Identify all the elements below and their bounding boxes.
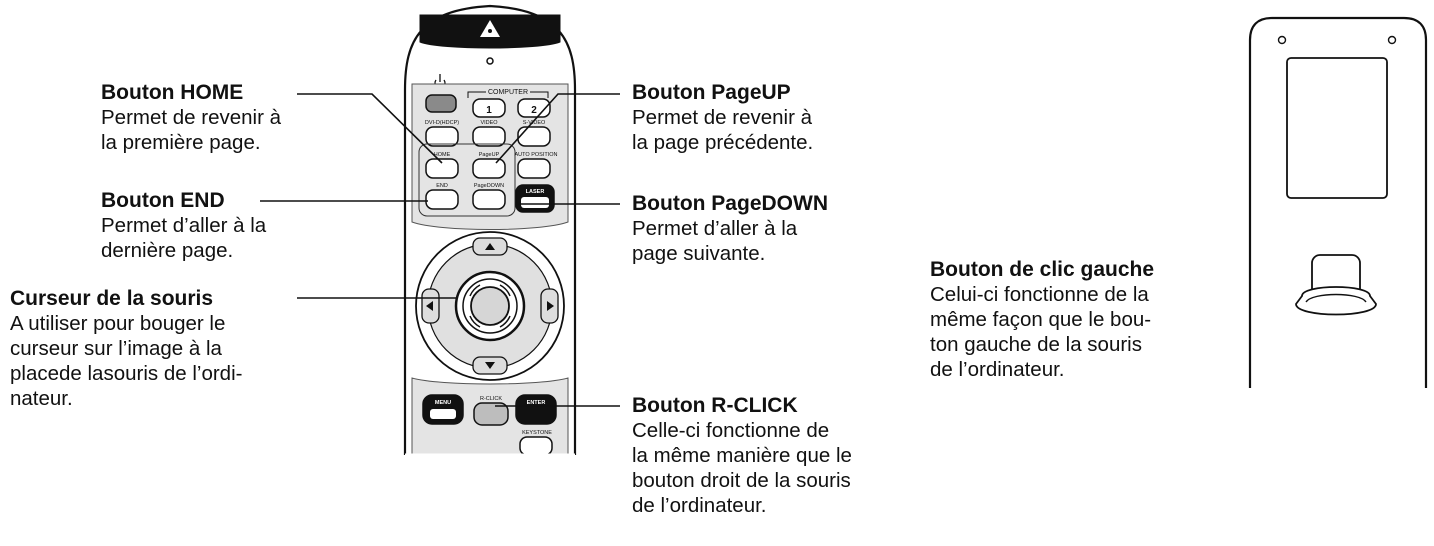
callout-cursor — [10, 286, 242, 411]
auto-position-button[interactable] — [518, 159, 550, 178]
video-label: VIDEO — [480, 120, 498, 126]
menu-label: MENU — [434, 400, 452, 406]
computer-group-label: COMPUTER — [487, 89, 529, 96]
callout-pagedown-desc: Permet d’aller à la page suivante. — [632, 217, 798, 265]
dvi-button[interactable] — [426, 127, 458, 146]
enter-label: ENTER — [526, 400, 546, 406]
callout-end-desc: Permet d’aller à la dernière page. — [101, 214, 267, 262]
callout-leftclick — [930, 257, 1154, 382]
pageup-label: PageUP — [478, 152, 500, 158]
keystone-button[interactable] — [520, 437, 552, 455]
callout-pageup-title: Bouton PageUP — [632, 81, 791, 104]
callout-end — [101, 188, 266, 263]
computer1-label: 1 — [486, 105, 492, 116]
callout-home-desc: Permet de revenir à la première page. — [101, 106, 282, 154]
dvi-label: DVI-D(HDCP) — [424, 120, 460, 126]
callout-pageup — [632, 80, 813, 155]
callout-home — [101, 80, 281, 155]
end-label: END — [436, 183, 448, 189]
svideo-button[interactable] — [518, 127, 550, 146]
svideo-label: S-VIDEO — [522, 120, 546, 126]
callout-rclick-desc: Celle-ci fonctionne de la même manière que le bouton droit de la souris de l’ordinateur. — [632, 419, 852, 517]
callout-rclick-title: Bouton R-CLICK — [632, 394, 798, 417]
pagedown-label: PageDOWN — [473, 183, 505, 189]
end-button[interactable] — [426, 190, 458, 209]
pagedown-button[interactable] — [473, 190, 505, 209]
callout-cursor-title: Curseur de la souris — [10, 287, 214, 310]
callout-leftclick-title: Bouton de clic gauche — [930, 258, 1155, 281]
keystone-label: KEYSTONE — [522, 430, 552, 436]
callout-leftclick-desc: Celui-ci fonctionne de la même façon que le bou- ton gauche de la souris de l’ordinateur. — [930, 283, 1152, 381]
remote-back — [1250, 18, 1426, 388]
video-button[interactable] — [473, 127, 505, 146]
power-button[interactable] — [426, 95, 456, 112]
laser-label: LASER — [525, 189, 545, 195]
callout-rclick — [632, 393, 852, 518]
callout-pagedown — [632, 191, 828, 266]
computer2-label: 2 — [531, 105, 537, 116]
callout-home-title: Bouton HOME — [101, 81, 244, 104]
pageup-button[interactable] — [473, 159, 505, 178]
callout-cursor-desc: A utiliser pour bouger le curseur sur l’image à la placede lasouris de l’ordi- nateur. — [10, 312, 243, 410]
home-label: HOME — [433, 152, 451, 158]
remote-back-body-outline — [1250, 18, 1426, 388]
callout-pageup-desc: Permet de revenir à la page précédente. — [632, 106, 814, 154]
callout-end-title: Bouton END — [101, 189, 225, 212]
remote-front — [405, 6, 575, 455]
callout-pagedown-title: Bouton PageDOWN — [632, 192, 828, 215]
home-button[interactable] — [426, 159, 458, 178]
auto-position-label: AUTO POSITION — [514, 152, 558, 158]
rclick-label: R-CLICK — [479, 396, 503, 402]
